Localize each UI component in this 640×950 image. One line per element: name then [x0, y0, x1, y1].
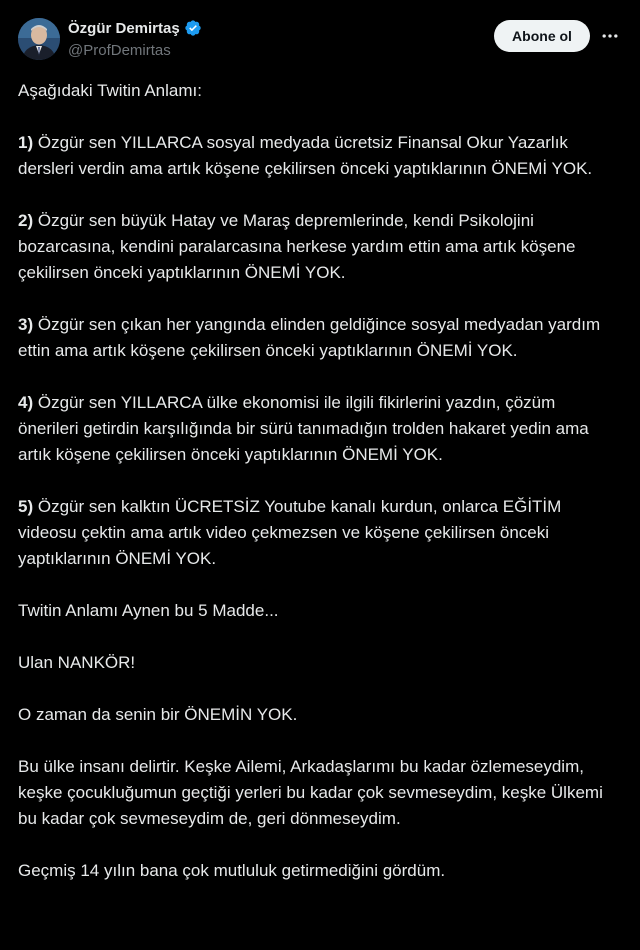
tweet-point-2: [18, 208, 614, 286]
tweet-point-5: [18, 494, 614, 572]
tweet-point-3: [18, 312, 614, 364]
author-name-row: [68, 19, 202, 37]
tweet-point-1: [18, 130, 614, 182]
point-text: Özgür sen kalktın ÜCRETSİZ Youtube kanalı kurdun, onlarca EĞİTİM videosu çektin ama artık video çekmezsen ve köşene çekilirsen önceki yaptıklarının ÖNEMİ YOK.: [18, 497, 562, 568]
author-handle[interactable]: @ProfDemirtas: [68, 42, 171, 59]
tweet-text: [18, 78, 614, 910]
point-number: 1): [18, 133, 34, 152]
ellipsis-icon[interactable]: [598, 24, 622, 48]
tweet-exclaim: Ulan NANKÖR!: [18, 653, 136, 672]
point-text: Özgür sen büyük Hatay ve Maraş depremlerinde, kendi Psikolojini bozarcasına, kendini paralarcasına herkese yardım ettin ama artık köşene çekilirsen önceki yaptıklarının ÖNEMİ YOK.: [18, 211, 576, 282]
tweet-intro: Aşağıdaki Twitin Anlamı:: [18, 81, 202, 100]
verified-badge-icon: [184, 19, 202, 37]
tweet-last: Geçmiş 14 yılın bana çok mutluluk getirmediğini gördüm.: [18, 861, 446, 880]
tweet-point-4: [18, 390, 614, 468]
avatar-image: [18, 18, 60, 60]
tweet-conclusion: O zaman da senin bir ÖNEMİN YOK.: [18, 705, 298, 724]
point-text: Özgür sen çıkan her yangında elinden geldiğince sosyal medyadan yardım ettin ama artık köşene çekilirsen önceki yaptıklarının ÖNEMİ YOK.: [18, 315, 601, 360]
point-number: 5): [18, 497, 34, 516]
point-text: Özgür sen YILLARCA ülke ekonomisi ile ilgili fikirlerini yazdın, çözüm önerileri getirdin karşılığında bir sürü tanımadığın trolden hakaret yedin ama artık köşene çekilirsen önceki yaptıklarının ÖNEMİ YOK.: [18, 393, 589, 464]
follow-button[interactable]: Abone ol: [494, 20, 590, 52]
point-number: 2): [18, 211, 34, 230]
author-display-name[interactable]: Özgür Demirtaş: [68, 19, 180, 37]
avatar[interactable]: [18, 18, 60, 60]
tweet-header: [0, 0, 640, 78]
tweet-summary: Twitin Anlamı Aynen bu 5 Madde...: [18, 601, 279, 620]
point-number: 3): [18, 315, 34, 334]
point-number: 4): [18, 393, 34, 412]
tweet-lament: Bu ülke insanı delirtir. Keşke Ailemi, Arkadaşlarımı bu kadar özlemeseydim, keşke çocukluğumun geçtiği yerleri bu kadar çok sevmeseydim, keşke Ülkemi bu kadar çok sevmeseydim de, geri dönmeseydim.: [18, 757, 603, 828]
point-text: Özgür sen YILLARCA sosyal medyada ücretsiz Finansal Okur Yazarlık dersleri verdin ama artık köşene çekilirsen önceki yaptıklarının ÖNEMİ YOK.: [18, 133, 593, 178]
